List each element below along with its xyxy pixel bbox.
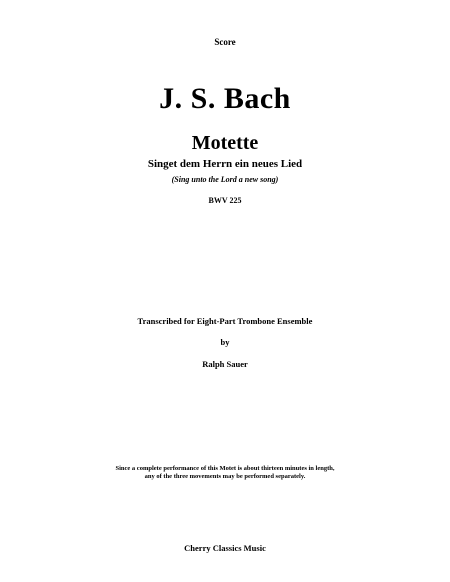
performance-note [0,465,450,481]
performance-note-line-2: any of the three movements may be performed separately. [144,473,306,481]
work-subtitle: Singet dem Herrn ein neues Lied [147,158,303,170]
by-label: by [220,337,230,347]
work-title: Motette [191,132,259,154]
transcription-credit: Transcribed for Eight-Part Trombone Ensemble [137,316,313,326]
arranger-name: Ralph Sauer [202,359,248,369]
score-label: Score [214,37,236,47]
catalog-number: BWV 225 [208,196,242,205]
composer-name: J. S. Bach [159,82,291,115]
performance-note-line-1: Since a complete performance of this Motet is about thirteen minutes in length, [115,465,335,472]
publisher-name: Cherry Classics Music [184,543,266,553]
subtitle-translation: (Sing unto the Lord a new song) [171,175,279,184]
